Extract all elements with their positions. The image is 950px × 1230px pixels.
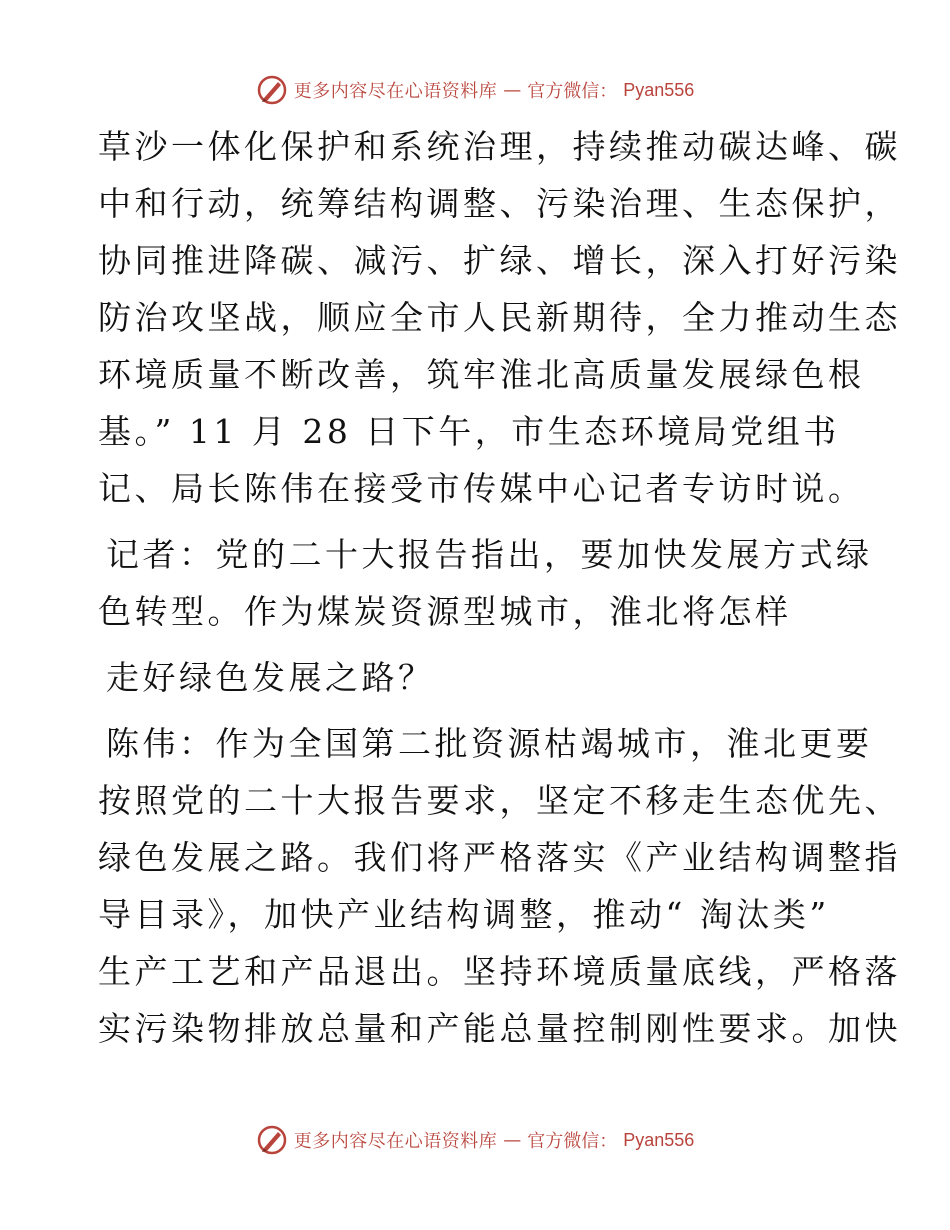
document-body (98, 118, 901, 1057)
watermark-id: Pyan556 (623, 1129, 695, 1150)
text-line: 草沙一体化保护和系统治理，持续推动碳达峰、碳 (98, 127, 901, 166)
watermark-brand: 更多内容尽在心语资料库 (293, 81, 498, 102)
text-line: 陈伟：作为全国第二批资源枯竭城市，淮北更要 (106, 724, 873, 763)
text-line: 协同推进降碳、减污、扩绿、增长，深入打好污染 (98, 241, 901, 280)
paragraph-3 (98, 649, 858, 706)
text-line: 记、局长陈伟在接受市传媒中心记者专访时说。 (98, 469, 865, 508)
text-line: 基。” 11 月 28 日下午，市生态环境局党组书 (98, 412, 840, 451)
watermark-label: 官方微信： (527, 81, 618, 102)
footer-watermark (0, 1120, 950, 1160)
text-line: 生产工艺和产品退出。坚持环境质量底线，严格落 (98, 952, 901, 991)
watermark-separator: — (503, 79, 522, 101)
header-watermark (0, 70, 950, 110)
text-line: 走好绿色发展之路？ (106, 658, 435, 697)
watermark-id: Pyan556 (623, 79, 695, 100)
text-line: 色转型。作为煤炭资源型城市，淮北将怎样 (98, 592, 792, 631)
text-line: 记者：党的二十大报告指出，要加快发展方式绿 (106, 535, 873, 574)
pen-logo-icon (256, 1124, 288, 1156)
text-line: 环境质量不断改善，筑牢淮北高质量发展绿色根 (98, 355, 865, 394)
paragraph-1 (98, 118, 901, 517)
watermark-separator: — (503, 1129, 522, 1151)
paragraph-2 (98, 526, 873, 640)
text-line: 按照党的二十大报告要求，坚定不移走生态优先、 (98, 781, 901, 820)
paragraph-4 (98, 715, 901, 1057)
text-line: 导目录》，加快产业结构调整，推动“ 淘汰类” (98, 895, 830, 934)
pen-logo-icon (256, 74, 288, 106)
text-line: 绿色发展之路。我们将严格落实《产业结构调整指 (98, 838, 901, 877)
watermark-label: 官方微信： (527, 1131, 618, 1152)
text-line: 实污染物排放总量和产能总量控制刚性要求。加快 (98, 1009, 901, 1048)
text-line: 防治攻坚战，顺应全市人民新期待，全力推动生态 (98, 298, 901, 337)
watermark-brand: 更多内容尽在心语资料库 (293, 1131, 498, 1152)
text-line: 中和行动，统筹结构调整、污染治理、生态保护， (98, 184, 901, 223)
